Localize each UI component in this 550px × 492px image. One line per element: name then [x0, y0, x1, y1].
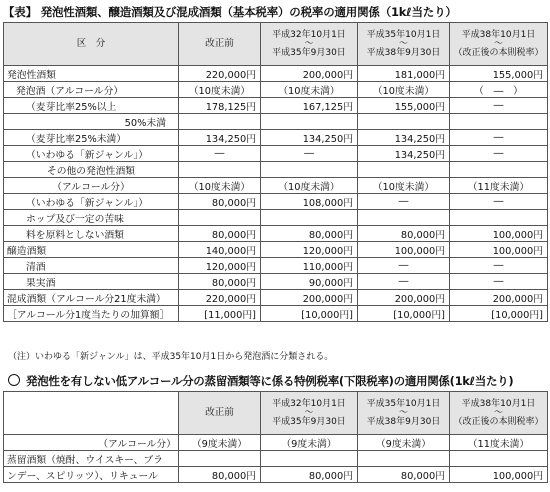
cell-value: （9度未満）: [261, 435, 358, 451]
table2-title-text: 発泡性を有しない低アルコール分の蒸留酒類等に係る特例税率(下限税率)の適用関係(1kℓ当たり): [26, 374, 514, 388]
row-label: 混成酒類（アルコール分21度未満）: [4, 290, 179, 306]
row-label: （アルコール分）: [4, 435, 179, 451]
cell-value: 140,000円: [179, 242, 261, 258]
cell-value: 200,000円: [261, 66, 358, 82]
table-row: [4, 162, 548, 178]
row-label: 50%未満: [4, 114, 179, 130]
row-label: （麦芽比率25%以上: [4, 98, 179, 114]
table1-title: 【表】 発泡性酒類、醸造酒類及び混成酒類（基本税率）の税率の適用関係（1kℓ当たり）: [3, 5, 457, 19]
cell-value: 155,000円: [358, 98, 450, 114]
tilde: ～: [304, 38, 314, 49]
table-row: [4, 178, 548, 194]
header-blank: [4, 392, 179, 435]
cell-value: [358, 451, 450, 467]
cell-value: 80,000円: [358, 226, 450, 242]
table-row: [4, 66, 548, 82]
cell-value: [179, 114, 261, 130]
header-period-2020: [261, 23, 358, 66]
tilde: ～: [304, 407, 314, 418]
table-row: [4, 274, 548, 290]
tilde: ～: [398, 407, 408, 418]
cell-value: 110,000円: [261, 258, 358, 274]
cell-value: 108,000円: [261, 194, 358, 210]
table1-header-row: [4, 23, 548, 66]
row-label: ［アルコール分1度当たりの加算額］: [4, 306, 179, 322]
header-period-2023-end: 平成38年9月30日: [366, 47, 441, 58]
cell-value: [179, 210, 261, 226]
cell-value: 100,000円: [450, 467, 548, 483]
tilde: ～: [398, 38, 408, 49]
cell-value: ―: [358, 258, 450, 274]
cell-value: ―: [261, 146, 358, 162]
tilde: ～: [493, 407, 503, 418]
cell-value: [10,000円]: [450, 306, 548, 322]
row-label: 料を原料としない酒類: [4, 226, 179, 242]
cell-value: （11度未満）: [450, 178, 548, 194]
cell-value: 90,000円: [261, 274, 358, 290]
header-category: 区 分: [4, 23, 179, 66]
cell-value: [10,000円]: [261, 306, 358, 322]
header-period-2023-end: 平成38年9月30日: [366, 416, 441, 427]
cell-value: 200,000円: [358, 290, 450, 306]
table-row: [4, 146, 548, 162]
row-label: 醸造酒類: [4, 242, 179, 258]
cell-value: 120,000円: [179, 258, 261, 274]
cell-value: 80,000円: [358, 467, 450, 483]
table-row: [4, 451, 548, 467]
cell-value: （10度未満）: [261, 178, 358, 194]
cell-value: 134,250円: [261, 130, 358, 146]
cell-value: 134,250円: [358, 130, 450, 146]
cell-value: 80,000円: [261, 226, 358, 242]
tilde: ～: [493, 38, 503, 49]
cell-value: [261, 162, 358, 178]
cell-value: （10度未満）: [358, 178, 450, 194]
row-label: （いわゆる「新ジャンル」）: [4, 146, 179, 162]
tax-rate-table: [3, 22, 548, 322]
header-period-2020-start: 平成32年10月1日: [272, 29, 346, 40]
cell-value: ―: [450, 98, 548, 114]
cell-value: ―: [450, 146, 548, 162]
header-before-revision: 改正前: [179, 392, 261, 435]
table1-note: （注）いわゆる「新ジャンル」は、平成35年10月1日から発泡酒に分類される。: [8, 352, 334, 362]
header-period-2026-end: （改正後の本則税率）: [453, 47, 544, 58]
header-period-2023: [358, 392, 450, 435]
cell-value: 155,000円: [450, 66, 548, 82]
cell-value: 80,000円: [261, 467, 358, 483]
cell-value: 100,000円: [358, 242, 450, 258]
cell-value: ―: [450, 130, 548, 146]
cell-value: 167,125円: [261, 98, 358, 114]
table-row: [4, 306, 548, 322]
row-label: 蒸留酒類（焼酎、ウイスキー、ブラ: [4, 451, 179, 467]
cell-value: ―: [450, 258, 548, 274]
table-row: [4, 467, 548, 483]
cell-value: [450, 451, 548, 467]
cell-value: 181,000円: [358, 66, 450, 82]
row-label: （いわゆる「新ジャンル」）: [4, 194, 179, 210]
cell-value: [261, 451, 358, 467]
cell-value: 80,000円: [179, 274, 261, 290]
cell-value: [450, 114, 548, 130]
cell-value: [11,000円]: [179, 306, 261, 322]
cell-value: （10度未満）: [358, 82, 450, 98]
cell-value: （11度未満）: [450, 435, 548, 451]
table-row: [4, 210, 548, 226]
table-row: [4, 114, 548, 130]
table-row: [4, 242, 548, 258]
cell-value: （ ― ）: [450, 82, 548, 98]
cell-value: 120,000円: [261, 242, 358, 258]
table-row: [4, 226, 548, 242]
cell-value: 178,125円: [179, 98, 261, 114]
row-label: ホップ及び一定の苦味: [4, 210, 179, 226]
cell-value: [358, 162, 450, 178]
row-label: 清酒: [4, 258, 179, 274]
row-label: （アルコール分）: [4, 178, 179, 194]
header-period-2026-start: 平成38年10月1日: [461, 29, 536, 40]
cell-value: 100,000円: [450, 226, 548, 242]
table-row: [4, 82, 548, 98]
cell-value: 200,000円: [261, 290, 358, 306]
cell-value: [450, 210, 548, 226]
cell-value: ―: [450, 274, 548, 290]
header-period-2026-end: （改正後の本則税率）: [453, 416, 544, 427]
table-row: [4, 194, 548, 210]
table2-header-row: [4, 392, 548, 435]
table-row: [4, 130, 548, 146]
cell-value: 220,000円: [179, 66, 261, 82]
header-period-2023-start: 平成35年10月1日: [366, 398, 441, 409]
header-period-2020-end: 平成35年9月30日: [272, 47, 346, 58]
cell-value: 80,000円: [179, 467, 261, 483]
cell-value: ―: [450, 194, 548, 210]
header-period-2026: [450, 23, 548, 66]
row-label: 発泡酒（アルコール分）: [4, 82, 179, 98]
circle-bullet-icon: [8, 374, 20, 386]
cell-value: ―: [358, 274, 450, 290]
cell-value: （9度未満）: [179, 435, 261, 451]
row-label: 発泡性酒類: [4, 66, 179, 82]
cell-value: [179, 162, 261, 178]
header-period-2026: [450, 392, 548, 435]
header-period-2020-start: 平成32年10月1日: [272, 398, 346, 409]
cell-value: （10度未満）: [179, 178, 261, 194]
row-label: ンデー、スピリッツ）、リキュール: [4, 467, 179, 483]
table-row: [4, 290, 548, 306]
cell-value: 134,250円: [179, 130, 261, 146]
cell-value: 220,000円: [179, 290, 261, 306]
cell-value: [358, 114, 450, 130]
table-row: [4, 98, 548, 114]
special-rate-table: [3, 391, 548, 483]
cell-value: 200,000円: [450, 290, 548, 306]
row-label: （麦芽比率25%未満）: [4, 130, 179, 146]
cell-value: [179, 451, 261, 467]
header-period-2020-end: 平成35年9月30日: [272, 416, 346, 427]
cell-value: [358, 210, 450, 226]
cell-value: （10度未満）: [261, 82, 358, 98]
table-row: [4, 258, 548, 274]
cell-value: [261, 210, 358, 226]
cell-value: [261, 114, 358, 130]
cell-value: [450, 162, 548, 178]
header-before-revision: 改正前: [179, 23, 261, 66]
cell-value: 80,000円: [179, 194, 261, 210]
cell-value: 100,000円: [450, 242, 548, 258]
table2-title: [3, 373, 513, 389]
cell-value: ―: [179, 146, 261, 162]
row-label: 果実酒: [4, 274, 179, 290]
cell-value: （10度未満）: [179, 82, 261, 98]
header-period-2026-start: 平成38年10月1日: [461, 398, 536, 409]
table-row: [4, 435, 548, 451]
header-period-2023-start: 平成35年10月1日: [366, 29, 441, 40]
row-label: その他の発泡性酒類: [4, 162, 179, 178]
cell-value: 80,000円: [179, 226, 261, 242]
cell-value: ―: [358, 194, 450, 210]
cell-value: [10,000円]: [358, 306, 450, 322]
cell-value: 134,250円: [358, 146, 450, 162]
header-period-2023: [358, 23, 450, 66]
header-period-2020: [261, 392, 358, 435]
cell-value: （9度未満）: [358, 435, 450, 451]
